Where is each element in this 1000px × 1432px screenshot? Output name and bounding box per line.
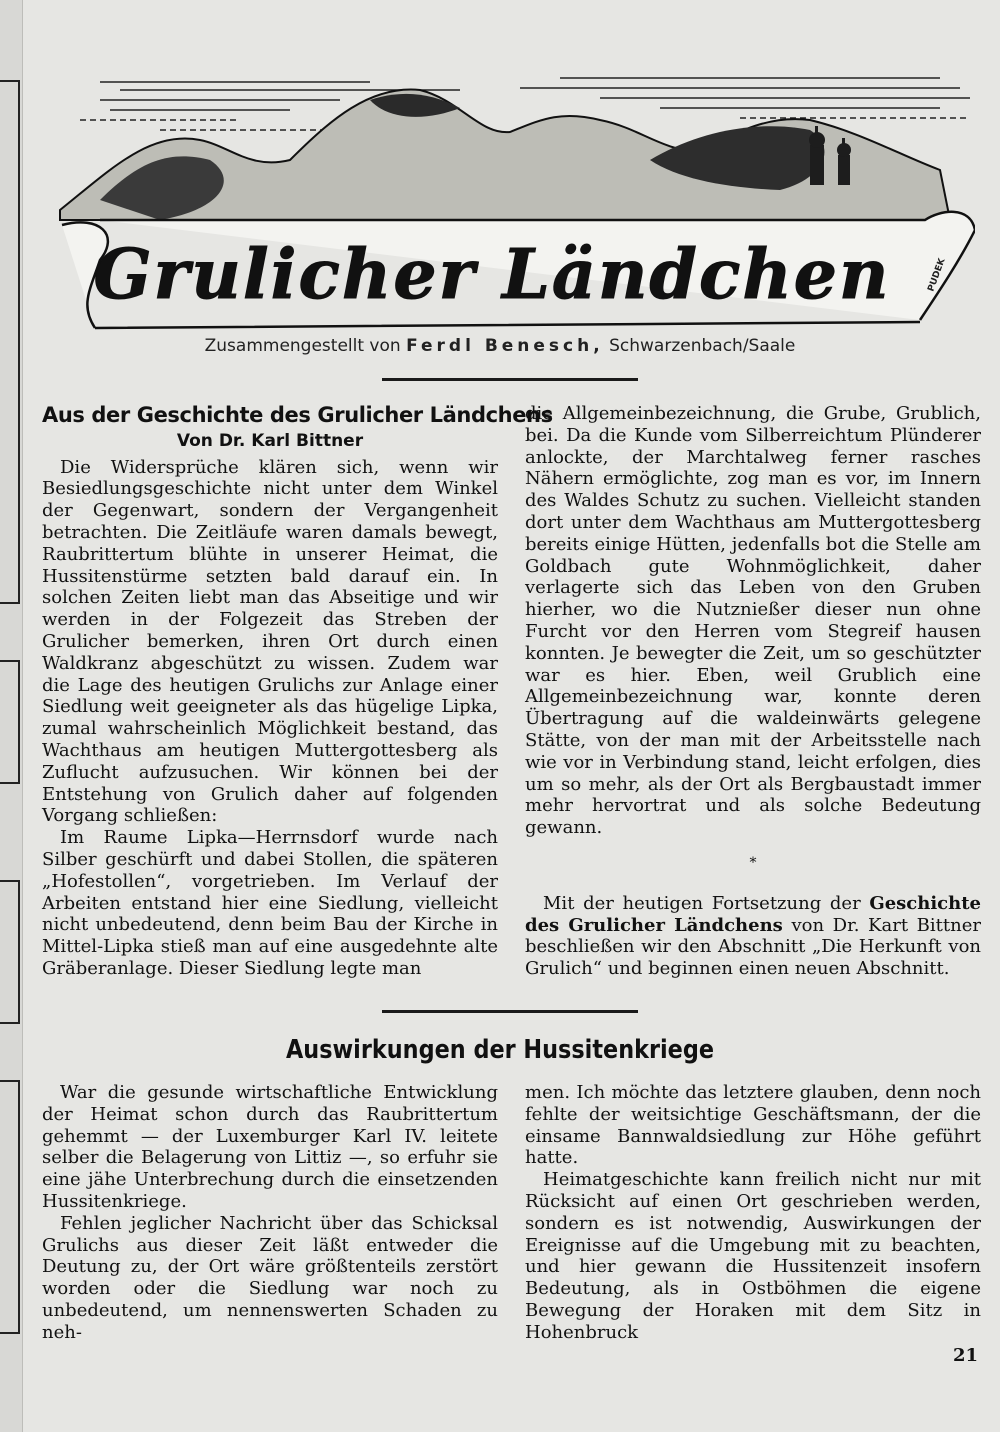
divider-rule [382, 1010, 638, 1013]
article1-column-right [525, 403, 981, 980]
binding-tab [0, 660, 20, 784]
credit-place: Schwarzenbach/Saale [609, 336, 796, 356]
paragraph: men. Ich möchte das letztere glauben, denn noch fehlte der weitsichtige Geschäftsmann, der die einsame Bannwaldsiedlung zur Höhe geführt hatte. [525, 1082, 981, 1169]
paragraph: Heimatgeschichte kann freilich nicht nur mit Rücksicht auf einen Ort geschrieben werden, sondern es ist notwendig, Auswirkungen der Ereignisse auf die Umgebung mit zu beachten, und hier gewann die Hussitenzeit insofern Bedeutung, als in Ostböhmen die eigene Bewegung der Horaken mit dem Sitz in Hohenbruck [525, 1169, 981, 1343]
sky-hatching [80, 78, 970, 130]
article1-byline: Von Dr. Karl Bittner [176, 430, 364, 451]
article2-title: Auswirkungen der Hussitenkriege [285, 1035, 715, 1065]
credit-name: Ferdl Benesch, [406, 336, 604, 356]
note-bold: Geschichte des Grulicher Ländchens [525, 892, 981, 936]
note-after: von Dr. Kart Bittner beschließen wir den Abschnitt „Die Herkunft von Grulich“ und beginnen einen neuen Abschnitt. [525, 914, 981, 980]
page-binding-edge [0, 0, 23, 1432]
binding-tab [0, 880, 20, 1024]
banner-title: Grulicher Ländchen [93, 235, 891, 315]
credit-line [0, 336, 1000, 356]
credit-prefix: Zusammengestellt von [204, 336, 401, 356]
article1-column-left [42, 403, 553, 980]
header-banner-illustration [40, 60, 975, 335]
article2-column-left [42, 1082, 498, 1344]
note-before: Mit der heutigen Fortsetzung der [543, 892, 861, 914]
paragraph: Die Widersprüche klären sich, wenn wir Besiedlungsgeschichte nicht unter dem Winkel der Gegenwart, sondern der Vergangenheit betrachten. Die Zeitläufe waren damals bewegt, Raubrittertum blühte in unserer Heimat, die Hussitenstürme setzten bald darauf ein. In solchen Zeiten liebt man das Abseitige und wir werden in der Folgezeit das Streben der Grulicher bemerken, ihren Ort durch einen Waldkranz abgeschützt zu wissen. Zudem war die Lage des heutigen Grulichs zur Anlage einer Siedlung weit geeigneter als das hügelige Lipka, zumal wahrscheinlich Möglichkeit bestand, das Wachthaus am heutigen Muttergottesberg als Zuflucht aufzusuchen. Wir können bei der Entstehung von Grulich daher auf folgenden Vorgang schließen: [42, 456, 498, 827]
paragraph: Fehlen jeglicher Nachricht über das Schicksal Grulichs aus dieser Zeit läßt entweder die Deutung zu, der Ort wäre größtenteils zerstört worden oder die Siedlung war noch zu unbedeutend, um nennenswerten Schaden zu neh- [42, 1212, 498, 1343]
article1-title: Aus der Geschichte des Grulicher Ländchens [42, 403, 553, 427]
binding-tab [0, 1080, 20, 1334]
paragraph: die Allgemeinbezeichnung, die Grube, Grublich, bei. Da die Kunde vom Silberreichtum Plünderer anlockte, der Marchtalweg ferner rasches Nähern ermöglichte, zog man es vor, im Innern des Waldes Schutz zu suchen. Vielleicht standen dort unter dem Wachthaus am Muttergottesberg bereits einige Hütten, jedenfalls bot die Stelle am Goldbach gute Wohnmöglichkeit, daher verlagerte sich das Leben von den Gruben hierher, wo die Nutznießer dieser nun ohne Furcht vor den Herren vom Stegreif hausen konnten. Je bewegter die Zeit, um so geschützter war es hier. Eben, weil Grublich eine Allgemeinbezeichnung war, konnte deren Übertragung auf die waldeinwärts gelegene Stätte, von der man mit der Arbeitsstelle nach wie vor in Verbindung stand, leicht erfolgen, dies um so mehr, als der Ort als Bergbaustadt immer mehr hervortrat und als solche Bedeutung gewann. [525, 403, 981, 839]
divider-rule [382, 378, 638, 381]
artist-signature: PUDEK [926, 257, 948, 294]
page-number: 21 [952, 1345, 978, 1366]
paragraph: War die gesunde wirtschaftliche Entwicklung der Heimat schon durch das Raubrittertum gehemmt — der Luxemburger Karl IV. leitete selber die Belagerung von Littiz —, so erfuhr sie eine jähe Unterbrechung durch die einsetzenden Hussitenkriege. [42, 1082, 498, 1212]
separator-star: * [749, 854, 757, 871]
editorial-note [525, 893, 981, 980]
paragraph: Im Raume Lipka—Herrnsdorf wurde nach Silber geschürft und dabei Stollen, die späteren „Hofestollen“, vorgetrieben. Im Verlauf der Arbeiten entstand hier eine Siedlung, vielleicht nicht unbedeutend, denn beim Bau der Kirche in Mittel-Lipka stieß man auf eine ausgedehnte alte Gräberanlage. Dieser Siedlung legte man [42, 827, 498, 979]
article2-column-right [525, 1082, 981, 1344]
